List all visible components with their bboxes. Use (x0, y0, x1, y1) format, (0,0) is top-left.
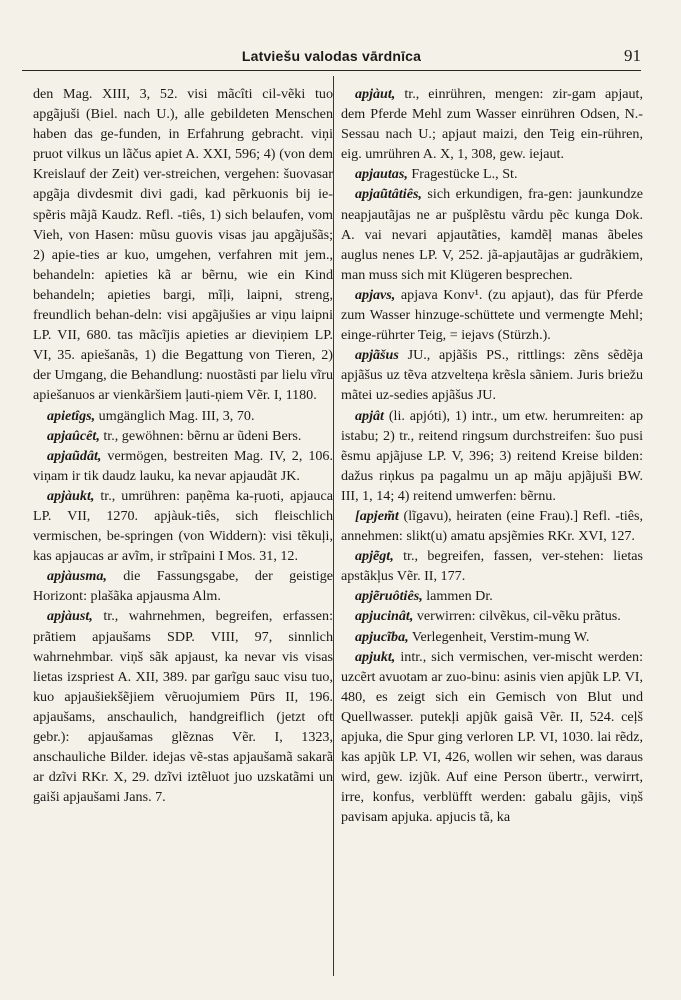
entry-headword: apjàust, (47, 608, 93, 625)
entry-definition: den Mag. XIII, 3, 52. visi mãcîti cil-vẽki tuo apgãjuši (Biel. nach U.), alle gebildeten Menschen haben das ge-funden, in Erfahrung gebracht. viņi pruot vilkus un lãčus apiet A. XXI, 596; 4) (von dem Kreislauf der Zeit) ver-streichen, vergehen: šuovasar apgãja divdesmit divi gadi, kad pẽrkuonis bij ie-spẽris mãjã Kaudz. Refl. -tiês, 1) sich belaufen, vom Vieh, von Hasen: mũsu guovis visas jau apgãjušãs; 2) apie-ties ar kuo, umgehen, verfahren mit jem., behandeln: apieties kã ar bẽrnu, wie ein Kind behandeln; apieties bargi, mĩļi, laipni, streng, freundlich behan-deln: visi apgãjušies ar viņu laipni LP. VII, 680. tas mãcĩjis apieties ar dieviņiem LP. VI, 35. apiešanãs, 1) die Begattung von Tieren, 2) der Umgang, die Behandlung: nuostãsti par lielu vĩru apiešanuos ar vienkãršiem ļauti-ņiem Vẽr. I, 1180. (33, 86, 333, 404)
dictionary-entry (341, 647, 643, 828)
dictionary-entry (341, 345, 643, 405)
dictionary-entry (341, 406, 643, 506)
entry-definition: lammen Dr. (422, 588, 493, 605)
entry-headword: apjât (355, 407, 384, 424)
dictionary-entry (33, 406, 333, 426)
entry-headword: apietîgs, (47, 407, 96, 424)
entry-definition: intr., sich vermischen, ver-mischt werden: uzcẽrt avuotam ar zuo-binu: asinis vien apjũk LP. VI, 480, es zeigt sich ein Gemisch von Blut und Quellwasser. putekļi apjũk gaisã Vẽr. II, 524. ceļš apjuka, die Spur ging verloren LP. VI, 1030. lai rẽdz, kas apjũk LP. VI, 426, wollen wir sehen, was daraus wird, gew. izjũk. Auf eine Person übertr., verwirrt, irre, konfus, verblüfft werden: gabalu gãjis, viņš pavisam apjuka. apjucis tã, ka (341, 648, 643, 826)
entry-definition: JU., apjãšis PS., rittlings: zẽns sẽdẽja apjãšus uz tẽva atzvelteņa krẽsla sãniem. Juris briežu mãtei uz-sedies apjãšus JU. (341, 347, 643, 404)
header-rule (22, 70, 641, 71)
entry-headword: apjaũtâtiês, (355, 186, 422, 203)
dictionary-entry (341, 84, 643, 164)
entry-headword: apjãšus (355, 347, 399, 364)
entry-definition: apjava Konv¹. (zu apjaut), das für Pferde zum Wasser hinzuge-schüttete und vermengte Mehl; einge-rührter Teig, = iejavs (Stürzh.). (341, 286, 643, 344)
entry-headword: apjẽruôtiês, (355, 588, 423, 605)
dictionary-entry (33, 566, 333, 606)
entry-definition: Verlegenheit, Verstim-mung W. (408, 628, 590, 645)
entry-definition: tr., einrühren, mengen: zir-gam apjaut, dem Pferde Mehl zum Wasser einrühren Odsen, N.-Sessau nach U.; apjaut maizi, den Teig ein-rühren, eig. umrühren A. X, 1, 308, gew. iejaut. (341, 86, 643, 163)
entry-headword: apjucĩba, (355, 628, 409, 645)
entry-definition: Fragestücke L., St. (407, 166, 518, 183)
dictionary-entry (341, 506, 643, 546)
page-number: 91 (624, 46, 641, 65)
entry-definition: tr., umrühren: paņẽma ka-ŗuoti, apjauca LP. VII, 1270. apjàuk-tiês, sich fleischlich vermischen, be-springen (von Widdern): visi tẽkuļi, kas apjaucas ar avĩm, ir strĩpaini I Mos. 31, 12. (33, 487, 333, 565)
page-header (22, 46, 641, 68)
entry-headword: apjàusma, (47, 568, 107, 585)
right-column (341, 84, 643, 827)
entry-headword: apjucinât, (355, 608, 414, 625)
dictionary-entry (341, 285, 643, 345)
dictionary-entry (33, 426, 333, 446)
entry-definition: die Fassungsgabe, der geistige Horizont: plašãka apjausma Alm. (33, 568, 333, 605)
dictionary-entry (33, 84, 333, 406)
entry-headword: apjukt, (355, 648, 396, 665)
entry-definition: umgänglich Mag. III, 3, 70. (95, 407, 255, 424)
dictionary-entry (341, 606, 643, 626)
dictionary-entry (341, 546, 643, 586)
entry-definition: tr., gewöhnen: bẽrnu ar ũdeni Bers. (99, 427, 302, 444)
entry-headword: apjàukt, (47, 487, 95, 504)
entry-definition: tr., wahrnehmen, begreifen, erfassen: prãtiem apjaušams SDP. VIII, 97, sinnlich wahrnehmbar. viņš sãk apjaust, ka nevar vis visas lietas izspriest A. XII, 389. par garĩgu sauc visu tuo, kuo apjaušiekšẽjiem vẽruojumiem Pūrs II, 196. apjaušams, anschaulich, handgreiflich (jetzt oft gebr.): apjaušamas glẽznas Vẽr. I, 1323, anschauliche Bilder. idejas vẽ-stas apjaušamã sakarã ar dzĩvi RKr. X, 29. dzĩvi iztẽluot juo uzskatãmi un gaiši apjaušami Jans. 7. (33, 608, 333, 806)
dictionary-entry (341, 627, 643, 647)
entry-headword: apjaûcêt, (47, 427, 100, 444)
column-divider (333, 76, 334, 976)
dictionary-entry (33, 446, 333, 486)
entry-headword: apjẽgt, (355, 548, 394, 565)
running-title: Latviešu valodas vārdnīca (241, 48, 422, 64)
entry-headword: apjavs, (355, 286, 396, 303)
dictionary-entry (341, 164, 643, 184)
entry-definition: tr., begreifen, fassen, ver-stehen: lietas apstãkļus Vẽr. II, 177. (341, 548, 643, 585)
entry-headword: apjautas, (355, 166, 408, 183)
entry-headword: apjàut, (355, 86, 396, 102)
left-column (33, 84, 333, 807)
entry-definition: (lĩgavu), heiraten (eine Frau).] Refl. -tiês, annehmen: slikt(u) amatu apsjẽmies RKr. XVI, 127. (341, 507, 643, 545)
entry-definition: sich erkundigen, fra-gen: jaunkundze neapjautãjas ne ar pušplẽstu vãrdu pẽc kunga Dok. A. vai nevari apjautãties, kamdẽļ manas ãbeles auglus nenes LP. V, 252. jã-apjautãjas ar gudrãkiem, man muss sich mit Klügeren besprechen. (341, 186, 643, 283)
dictionary-entry (33, 486, 333, 566)
entry-headword: apjaũdât, (47, 447, 102, 464)
dictionary-entry (341, 586, 643, 606)
entry-definition: (li. apjóti), 1) intr., um etw. herumreiten: ap istabu; 2) tr., reitend ringsum durchstreifen: šuo pusi ẽsmu apjãjuse LP. V, 396; 3) reitend Kreise bilden: dažus riņkus pa pagalmu un ap mãju apjãjuši BW. III, 1, 14; 4) reitend umwerfen: bẽrnu. (341, 407, 643, 504)
entry-definition: vermögen, bestreiten Mag. IV, 2, 106. viņam ir tik daudz lauku, ka nevar apjaudãt JK. (33, 447, 333, 484)
dictionary-entry (33, 606, 333, 807)
dictionary-entry (341, 184, 643, 284)
entry-headword: [apjem̃t (355, 507, 399, 524)
entry-definition: verwirren: cilvẽkus, cil-vẽku prãtus. (413, 608, 621, 625)
